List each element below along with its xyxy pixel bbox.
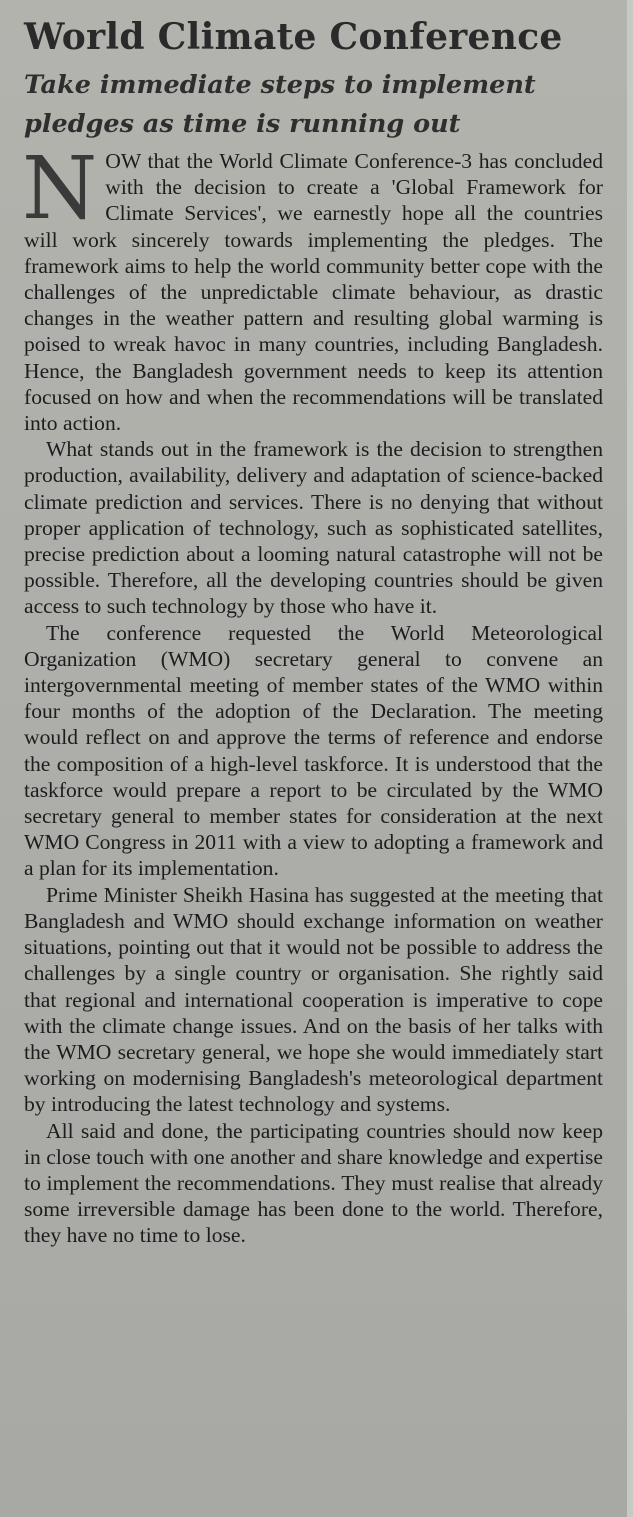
- paragraph-2: What stands out in the framework is the decision to strengthen production, availability, delivery and adaptation of science-backed climate prediction and services. There is no denying that without proper application of technology, such as sophisticated satellites, precise prediction about a looming natural catastrophe will not be possible. Therefore, all the developing countries should be given access to such technology by those who have it.: [24, 437, 603, 619]
- paragraph-3: The conference requested the World Meteorological Organization (WMO) secretary general to convene an intergovernmental meeting of member states of the WMO within four months of the adoption of the Declaration. The meeting would reflect on and approve the terms of reference and endorse the composition of a high-level taskforce. It is understood that the taskforce would prepare a report to be circulated by the WMO secretary general to member states for consideration at the next WMO Congress in 2011 with a view to adopting a framework and a plan for its implementation.: [24, 620, 603, 881]
- paragraph-5: All said and done, the participating countries should now keep in close touch with one another and share knowledge and expertise to implement the recommendations. They must realise that already some irreversible damage has been done to the world. Therefore, they have no time to lose.: [24, 1118, 603, 1248]
- paragraph-4: Prime Minister Sheikh Hasina has suggested at the meeting that Bangladesh and WMO should exchange information on weather situations, pointing out that it would not be possible to address the challenges by a single country or organisation. She rightly said that regional and international cooperation is imperative to cope with the climate change issues. And on the basis of her talks with the WMO secretary general, we hope she would immediately start working on modernising Bangladesh's meteorological department by introducing the latest technology and systems.: [24, 882, 603, 1117]
- subheadline: Take immediate steps to implement pledges as time is running out: [24, 70, 536, 139]
- article-body: [22, 139, 603, 1249]
- headline: World Climate Conference: [24, 16, 563, 58]
- drop-cap: N: [22, 139, 98, 239]
- paragraph-1-text: OW that the World Climate Conference-3 has concluded with the decision to create a 'Global Framework for Climate Services', we earnestly hope all the countries will work sincerely towards implementing the pledges. The framework aims to help the world community better cope with the challenges of the unpredictable climate behaviour, as drastic changes in the weather pattern and resulting global warming is poised to wreak havoc in many countries, including Bangladesh. Hence, the Bangladesh government needs to keep its attention focused on how and when the recommendations will be translated into action.: [24, 149, 603, 436]
- paragraph-1: [22, 139, 603, 436]
